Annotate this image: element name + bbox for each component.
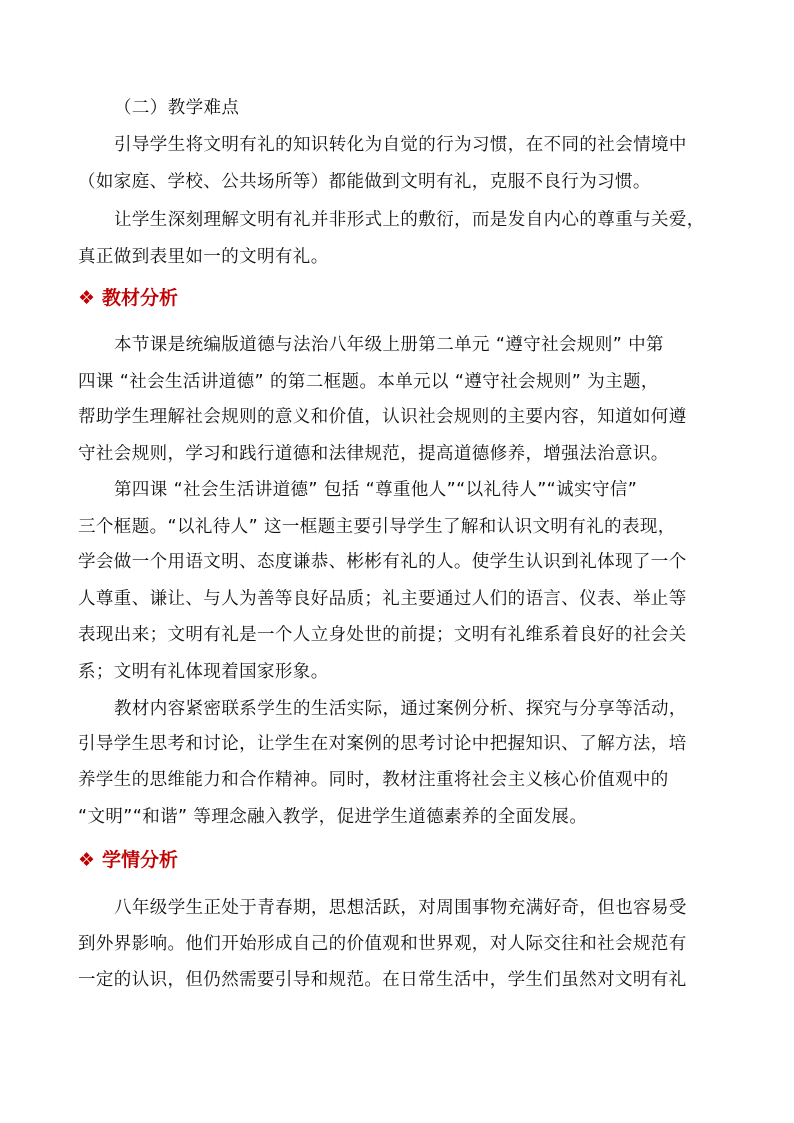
paragraph-line: 让学生深刻理解文明有礼并非形式上的敷衍，而是发自内心的尊重与关爱， (114, 210, 705, 230)
paragraph-line: 一定的认识，但仍然需要引导和规范。在日常生活中，学生们虽然对文明有礼 (78, 970, 687, 990)
paragraph-line: 八年级学生正处于青春期，思想活跃，对周围事物充满好奇，但也容易受 (114, 898, 687, 918)
paragraph-line: 养学生的思维能力和合作精神。同时，教材注重将社会主义核心价值观中的 (78, 770, 669, 790)
section-heading-students (78, 846, 178, 874)
paragraph-line: 真正做到表里如一的文明有礼。 (78, 247, 329, 267)
paragraph-line: （如家庭、学校、公共场所等）都能做到文明有礼，克服不良行为习惯。 (78, 172, 651, 192)
paragraph-line: 守社会规则，学习和践行道德和法律规范，提高道德修养，增强法治意识。 (78, 444, 669, 464)
paragraph-line: 三个框题。“以礼待人” 这一框题主要引导学生了解和认识文明有礼的表现， (78, 517, 676, 537)
diamond-bullet-icon: ❖ (78, 849, 96, 871)
subsection-title: （二）教学难点 (114, 98, 240, 118)
paragraph-line: 表现出来；文明有礼是一个人立身处世的前提；文明有礼维系着良好的社会关 (78, 625, 687, 645)
paragraph-line: 人尊重、谦让、与人为善等良好品质；礼主要通过人们的语言、仪表、举止等 (78, 589, 687, 609)
paragraph-line: 引导学生思考和讨论，让学生在对案例的思考讨论中把握知识、了解方法，培 (78, 734, 687, 754)
paragraph-line: 到外界影响。他们开始形成自己的价值观和世界观，对人际交往和社会规范有 (78, 934, 687, 954)
paragraph-line: 引导学生将文明有礼的知识转化为自觉的行为习惯，在不同的社会情境中 (114, 135, 687, 155)
diamond-bullet-icon: ❖ (78, 287, 96, 309)
paragraph-line: 本节课是统编版道德与法治八年级上册第二单元 “遵守社会规则” 中第 (114, 335, 664, 355)
paragraph-line: 第四课 “社会生活讲道德” 包括 “尊重他人”“以礼待人”“诚实守信” (114, 480, 638, 500)
paragraph-line: 教材内容紧密联系学生的生活实际，通过案例分析、探究与分享等活动， (114, 699, 687, 719)
section-heading-material (78, 284, 178, 312)
paragraph-line: 帮助学生理解社会规则的意义和价值，认识社会规则的主要内容，知道如何遵 (78, 407, 687, 427)
paragraph-line: 学会做一个用语文明、态度谦恭、彬彬有礼的人。使学生认识到礼体现了一个 (78, 552, 687, 572)
paragraph-line: 四课 “社会生活讲道德” 的第二框题。本单元以 “遵守社会规则” 为主题， (78, 372, 659, 392)
section-heading-text: 学情分析 (102, 849, 179, 871)
paragraph-line: 系；文明有礼体现着国家形象。 (78, 662, 329, 682)
section-heading-text: 教材分析 (102, 287, 179, 309)
paragraph-line: “文明”“和谐” 等理念融入教学，促进学生道德素养的全面发展。 (78, 807, 588, 827)
